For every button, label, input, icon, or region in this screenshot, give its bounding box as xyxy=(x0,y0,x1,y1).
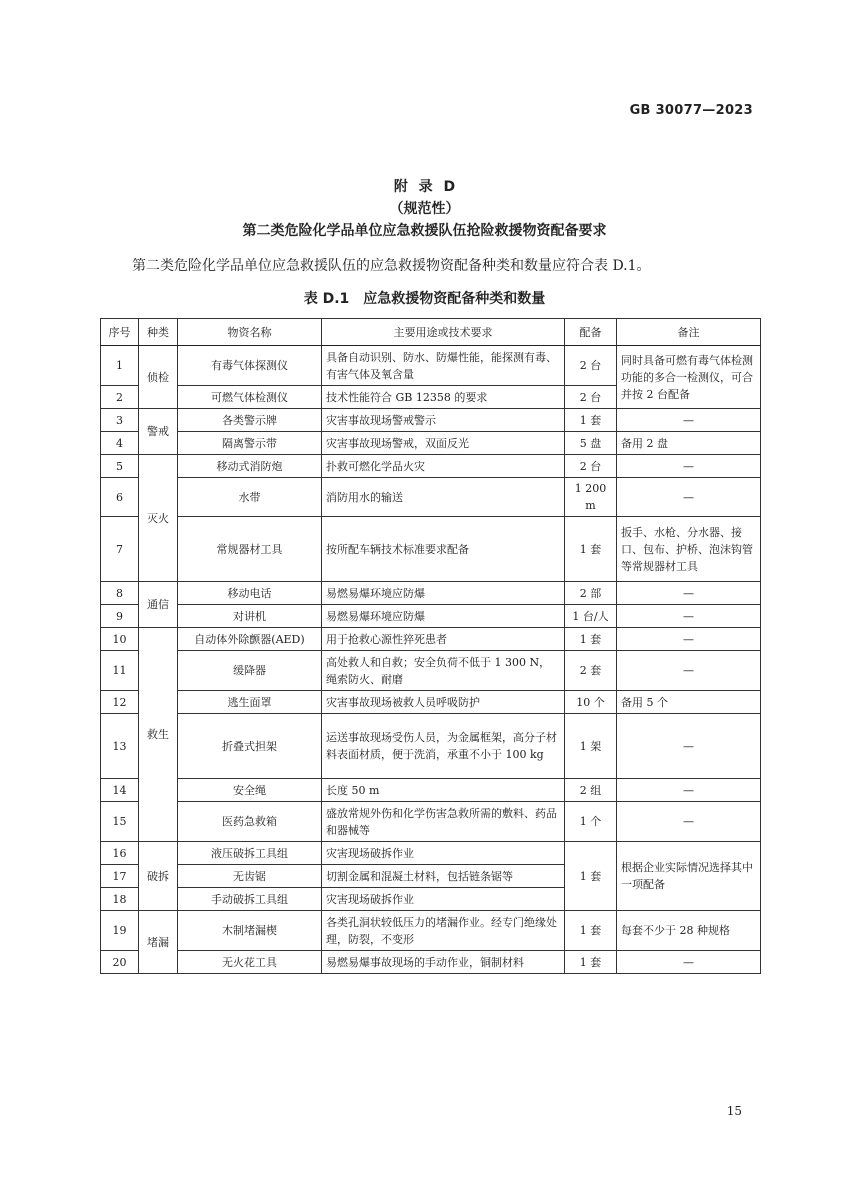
cell-qty: 1 套 xyxy=(565,911,617,951)
cell-note: 每套不少于 28 种规格 xyxy=(617,911,761,951)
cell-name: 对讲机 xyxy=(178,605,322,628)
cell-qty: 2 套 xyxy=(565,651,617,691)
cell-category: 侦检 xyxy=(139,346,178,409)
cell-use: 切割金属和混凝土材料，包括链条锯等 xyxy=(322,865,565,888)
cell-qty: 2 部 xyxy=(565,582,617,605)
cell-qty: 1 套 xyxy=(565,409,617,432)
table-row xyxy=(101,582,761,605)
cell-name: 各类警示牌 xyxy=(178,409,322,432)
table-row xyxy=(101,714,761,779)
cell-name: 无火花工具 xyxy=(178,951,322,974)
cell-name: 逃生面罩 xyxy=(178,691,322,714)
cell-category: 警戒 xyxy=(139,409,178,455)
cell-name: 自动体外除颤器(AED) xyxy=(178,628,322,651)
cell-no: 13 xyxy=(101,714,139,779)
cell-note: — xyxy=(617,582,761,605)
cell-name: 缓降器 xyxy=(178,651,322,691)
table-row xyxy=(101,432,761,455)
appendix-title: 附 录 D xyxy=(393,179,456,195)
cell-note: 备用 2 盘 xyxy=(617,432,761,455)
cell-no: 19 xyxy=(101,911,139,951)
intro-paragraph: 第二类危险化学品单位应急救援队伍的应急救援物资配备种类和数量应符合表 D.1。 xyxy=(132,258,651,274)
cell-qty: 10 个 xyxy=(565,691,617,714)
cell-use: 盛放常规外伤和化学伤害急救所需的敷料、药品和器械等 xyxy=(322,802,565,842)
cell-no: 14 xyxy=(101,779,139,802)
cell-category: 救生 xyxy=(139,628,178,842)
cell-no: 5 xyxy=(101,455,139,478)
cell-no: 12 xyxy=(101,691,139,714)
cell-no: 11 xyxy=(101,651,139,691)
cell-use: 灾害事故现场警戒，双面反光 xyxy=(322,432,565,455)
cell-no: 8 xyxy=(101,582,139,605)
cell-note: 根据企业实际情况选择其中一项配备 xyxy=(617,842,761,911)
cell-use: 灾害事故现场警戒警示 xyxy=(322,409,565,432)
cell-note: — xyxy=(617,714,761,779)
cell-note: 备用 5 个 xyxy=(617,691,761,714)
cell-no: 9 xyxy=(101,605,139,628)
cell-no: 20 xyxy=(101,951,139,974)
cell-name: 手动破拆工具组 xyxy=(178,888,322,911)
cell-no: 6 xyxy=(101,478,139,517)
cell-name: 医药急救箱 xyxy=(178,802,322,842)
cell-use: 灾害现场破拆作业 xyxy=(322,888,565,911)
cell-no: 15 xyxy=(101,802,139,842)
cell-name: 折叠式担架 xyxy=(178,714,322,779)
appendix-subtitle: 第二类危险化学品单位应急救援队伍抢险救援物资配备要求 xyxy=(242,223,607,239)
cell-qty: 2 台 xyxy=(565,386,617,409)
cell-use: 扑救可燃化学品火灾 xyxy=(322,455,565,478)
table-row xyxy=(101,409,761,432)
table-row xyxy=(101,911,761,951)
cell-note: — xyxy=(617,478,761,517)
cell-name: 木制堵漏楔 xyxy=(178,911,322,951)
cell-no: 16 xyxy=(101,842,139,865)
cell-use: 易燃易爆环境应防爆 xyxy=(322,605,565,628)
cell-use: 具备自动识别、防水、防爆性能，能探测有毒、有害气体及氧含量 xyxy=(322,346,565,386)
table-row xyxy=(101,455,761,478)
header-note: 备注 xyxy=(617,319,761,346)
cell-category: 通信 xyxy=(139,582,178,628)
cell-no: 4 xyxy=(101,432,139,455)
cell-name: 隔离警示带 xyxy=(178,432,322,455)
cell-qty: 1 200 m xyxy=(565,478,617,517)
cell-no: 1 xyxy=(101,346,139,386)
table-row xyxy=(101,478,761,517)
cell-name: 液压破拆工具组 xyxy=(178,842,322,865)
cell-name: 水带 xyxy=(178,478,322,517)
header-no: 序号 xyxy=(101,319,139,346)
cell-qty: 1 套 xyxy=(565,951,617,974)
table-row xyxy=(101,605,761,628)
cell-qty: 2 台 xyxy=(565,455,617,478)
cell-no: 3 xyxy=(101,409,139,432)
table-row xyxy=(101,802,761,842)
cell-qty: 2 组 xyxy=(565,779,617,802)
cell-qty: 1 套 xyxy=(565,842,617,911)
cell-use: 长度 50 m xyxy=(322,779,565,802)
cell-qty: 1 台/人 xyxy=(565,605,617,628)
table-row xyxy=(101,691,761,714)
cell-note: — xyxy=(617,605,761,628)
cell-name: 移动式消防炮 xyxy=(178,455,322,478)
cell-qty: 5 盘 xyxy=(565,432,617,455)
cell-qty: 1 套 xyxy=(565,517,617,582)
table-row xyxy=(101,651,761,691)
cell-name: 无齿锯 xyxy=(178,865,322,888)
cell-no: 7 xyxy=(101,517,139,582)
cell-use: 用于抢救心源性猝死患者 xyxy=(322,628,565,651)
equipment-table xyxy=(100,318,761,974)
cell-name: 常规器材工具 xyxy=(178,517,322,582)
header-name: 物资名称 xyxy=(178,319,322,346)
cell-note: — xyxy=(617,651,761,691)
cell-note: — xyxy=(617,779,761,802)
page-number: 15 xyxy=(726,1104,742,1118)
cell-no: 2 xyxy=(101,386,139,409)
cell-qty: 1 套 xyxy=(565,628,617,651)
cell-use: 技术性能符合 GB 12358 的要求 xyxy=(322,386,565,409)
table-header-row xyxy=(101,319,761,346)
cell-qty: 2 台 xyxy=(565,346,617,386)
header-qty: 配备 xyxy=(565,319,617,346)
table-row xyxy=(101,628,761,651)
cell-note: — xyxy=(617,628,761,651)
table-row xyxy=(101,842,761,865)
table-caption: 表 D.1 应急救援物资配备种类和数量 xyxy=(303,291,546,307)
appendix-nature: （规范性） xyxy=(389,201,460,217)
cell-no: 17 xyxy=(101,865,139,888)
cell-use: 易燃易爆事故现场的手动作业，铜制材料 xyxy=(322,951,565,974)
table-row xyxy=(101,346,761,386)
header-category: 种类 xyxy=(139,319,178,346)
standard-code: GB 30077—2023 xyxy=(629,103,753,118)
header-use: 主要用途或技术要求 xyxy=(322,319,565,346)
cell-note: — xyxy=(617,802,761,842)
cell-use: 灾害事故现场被救人员呼吸防护 xyxy=(322,691,565,714)
cell-use: 消防用水的输送 xyxy=(322,478,565,517)
cell-no: 18 xyxy=(101,888,139,911)
cell-note: — xyxy=(617,409,761,432)
cell-category: 破拆 xyxy=(139,842,178,911)
cell-qty: 1 架 xyxy=(565,714,617,779)
cell-name: 可燃气体检测仪 xyxy=(178,386,322,409)
cell-use: 按所配车辆技术标准要求配备 xyxy=(322,517,565,582)
table-row xyxy=(101,517,761,582)
cell-category: 堵漏 xyxy=(139,911,178,974)
cell-no: 10 xyxy=(101,628,139,651)
cell-name: 有毒气体探测仪 xyxy=(178,346,322,386)
cell-name: 安全绳 xyxy=(178,779,322,802)
cell-use: 运送事故现场受伤人员，为金属框架，高分子材料表面材质，便于洗消，承重不小于 100 kg xyxy=(322,714,565,779)
cell-category: 灭火 xyxy=(139,455,178,582)
cell-use: 灾害现场破拆作业 xyxy=(322,842,565,865)
cell-use: 易燃易爆环境应防爆 xyxy=(322,582,565,605)
cell-name: 移动电话 xyxy=(178,582,322,605)
cell-use: 各类孔洞状较低压力的堵漏作业。经专门绝缘处理，防裂，不变形 xyxy=(322,911,565,951)
cell-note: 同时具备可燃有毒气体检测功能的多合一检测仪，可合并按 2 台配备 xyxy=(617,346,761,409)
table-row xyxy=(101,951,761,974)
cell-note: 扳手、水枪、分水器、接口、包布、护桥、泡沫钩管等常规器材工具 xyxy=(617,517,761,582)
cell-note: — xyxy=(617,951,761,974)
cell-qty: 1 个 xyxy=(565,802,617,842)
table-row xyxy=(101,779,761,802)
cell-use: 高处救人和自救；安全负荷不低于 1 300 N，绳索防火、耐磨 xyxy=(322,651,565,691)
cell-note: — xyxy=(617,455,761,478)
